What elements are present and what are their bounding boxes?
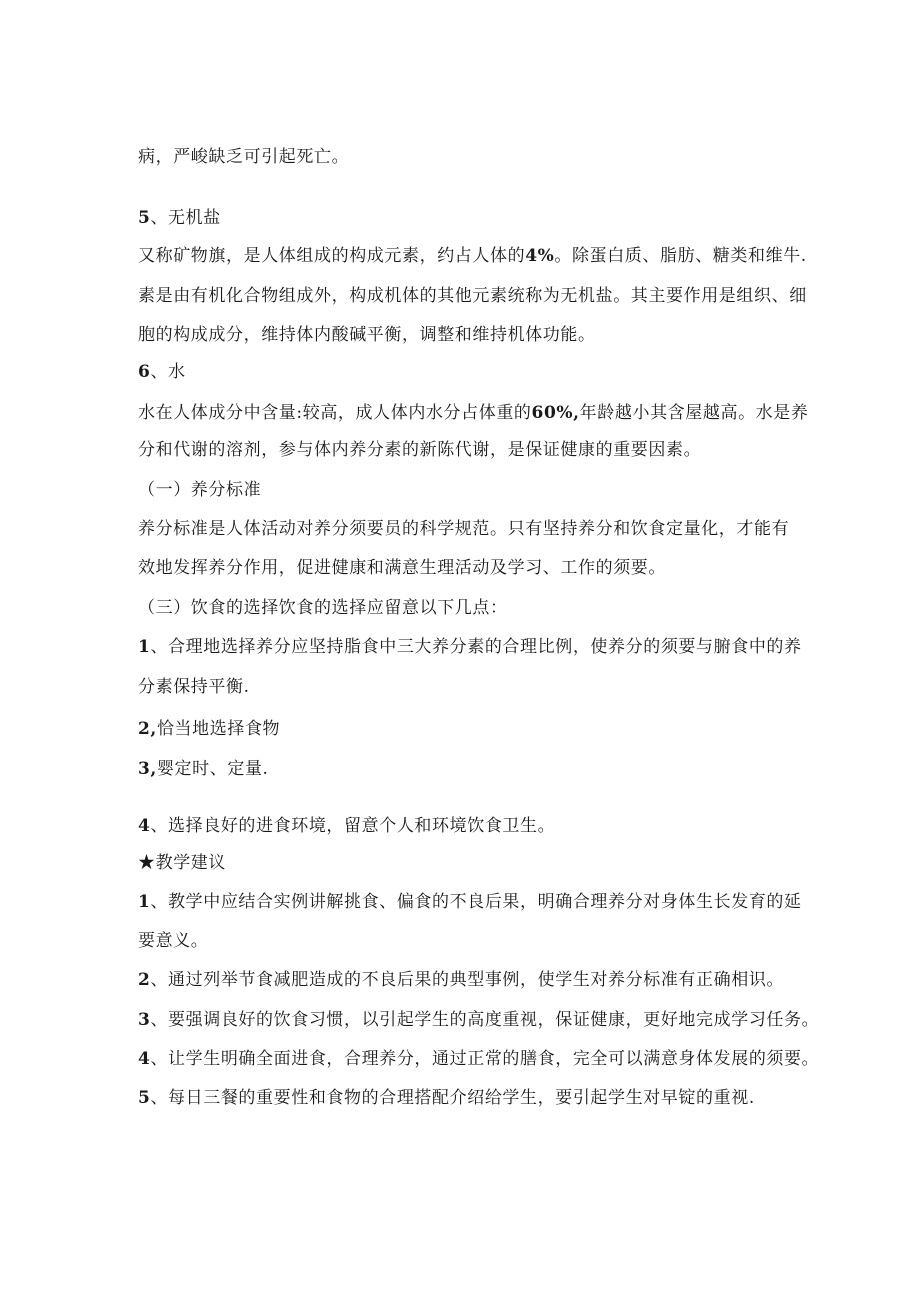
text-line: 又称矿物旗，是人体组成的构成元素，约占人体的4%。除蛋白质、脂肪、糖类和维牛. bbox=[138, 246, 807, 266]
list-item: 3,婴定时、定量. bbox=[138, 759, 269, 779]
list-item: 1、教学中应结合实例讲解挑食、偏食的不良后果，明确合理养分对身体生长发育的延 bbox=[138, 892, 802, 912]
teaching-suggestions-heading: ★教学建议 bbox=[138, 853, 226, 873]
list-item: 4、让学生明确全面进食，合理养分，通过正常的膳食，完全可以满意身体发展的须要。 bbox=[138, 1049, 820, 1069]
list-item: 2、通过列举节食减肥造成的不良后果的典型事例，使学生对养分标准有正确相识。 bbox=[138, 970, 785, 990]
text-line: 分和代谢的溶剂，参与体内养分素的新陈代谢，是保证健康的重要因素。 bbox=[138, 440, 702, 460]
list-item: 2,恰当地选择食物 bbox=[138, 719, 281, 739]
section-heading-minerals: 5、无机盐 bbox=[138, 208, 221, 228]
text-line: 素是由有机化合物组成外，构成机体的其他元素统称为无机盐。其主要作用是组织、细 bbox=[138, 286, 807, 306]
text-line: 效地发挥养分作用，促进健康和满意生理活动及学习、工作的须要。 bbox=[138, 558, 666, 578]
section-heading-water: 6、水 bbox=[138, 362, 186, 382]
subsection-heading-diet-choice: （三）饮食的选择饮食的选择应留意以下几点： bbox=[138, 598, 508, 618]
text-line: 胞的构成成分，维持体内酸碱平衡，调整和维持机体功能。 bbox=[138, 325, 596, 345]
text-line: 养分标准是人体活动对养分须要员的科学规范。只有坚持养分和饮食定量化，才能有 bbox=[138, 519, 790, 539]
subsection-heading-standard: （一）养分标准 bbox=[138, 480, 262, 500]
text-line: 病，严峻缺乏可引起死亡。 bbox=[138, 147, 350, 167]
list-item: 4、选择良好的进食环境，留意个人和环境饮食卫生。 bbox=[138, 816, 556, 836]
text-line: 水在人体成分中含量:较高，成人体内水分占体重的60%,年龄越小其含屋越高。水是养 bbox=[138, 403, 809, 423]
list-item: 1、合理地选择养分应坚持脂食中三大养分素的合理比例，使养分的须要与腑食中的养 bbox=[138, 637, 802, 657]
text-line: 分素保持平衡. bbox=[138, 677, 250, 697]
text-line: 要意义。 bbox=[138, 931, 209, 951]
list-item: 3、要强调良好的饮食习惯，以引起学生的高度重视，保证健康，更好地完成学习任务。 bbox=[138, 1010, 820, 1030]
list-item: 5、每日三餐的重要性和食物的合理搭配介绍给学生，要引起学生对早锭的重视. bbox=[138, 1088, 755, 1108]
